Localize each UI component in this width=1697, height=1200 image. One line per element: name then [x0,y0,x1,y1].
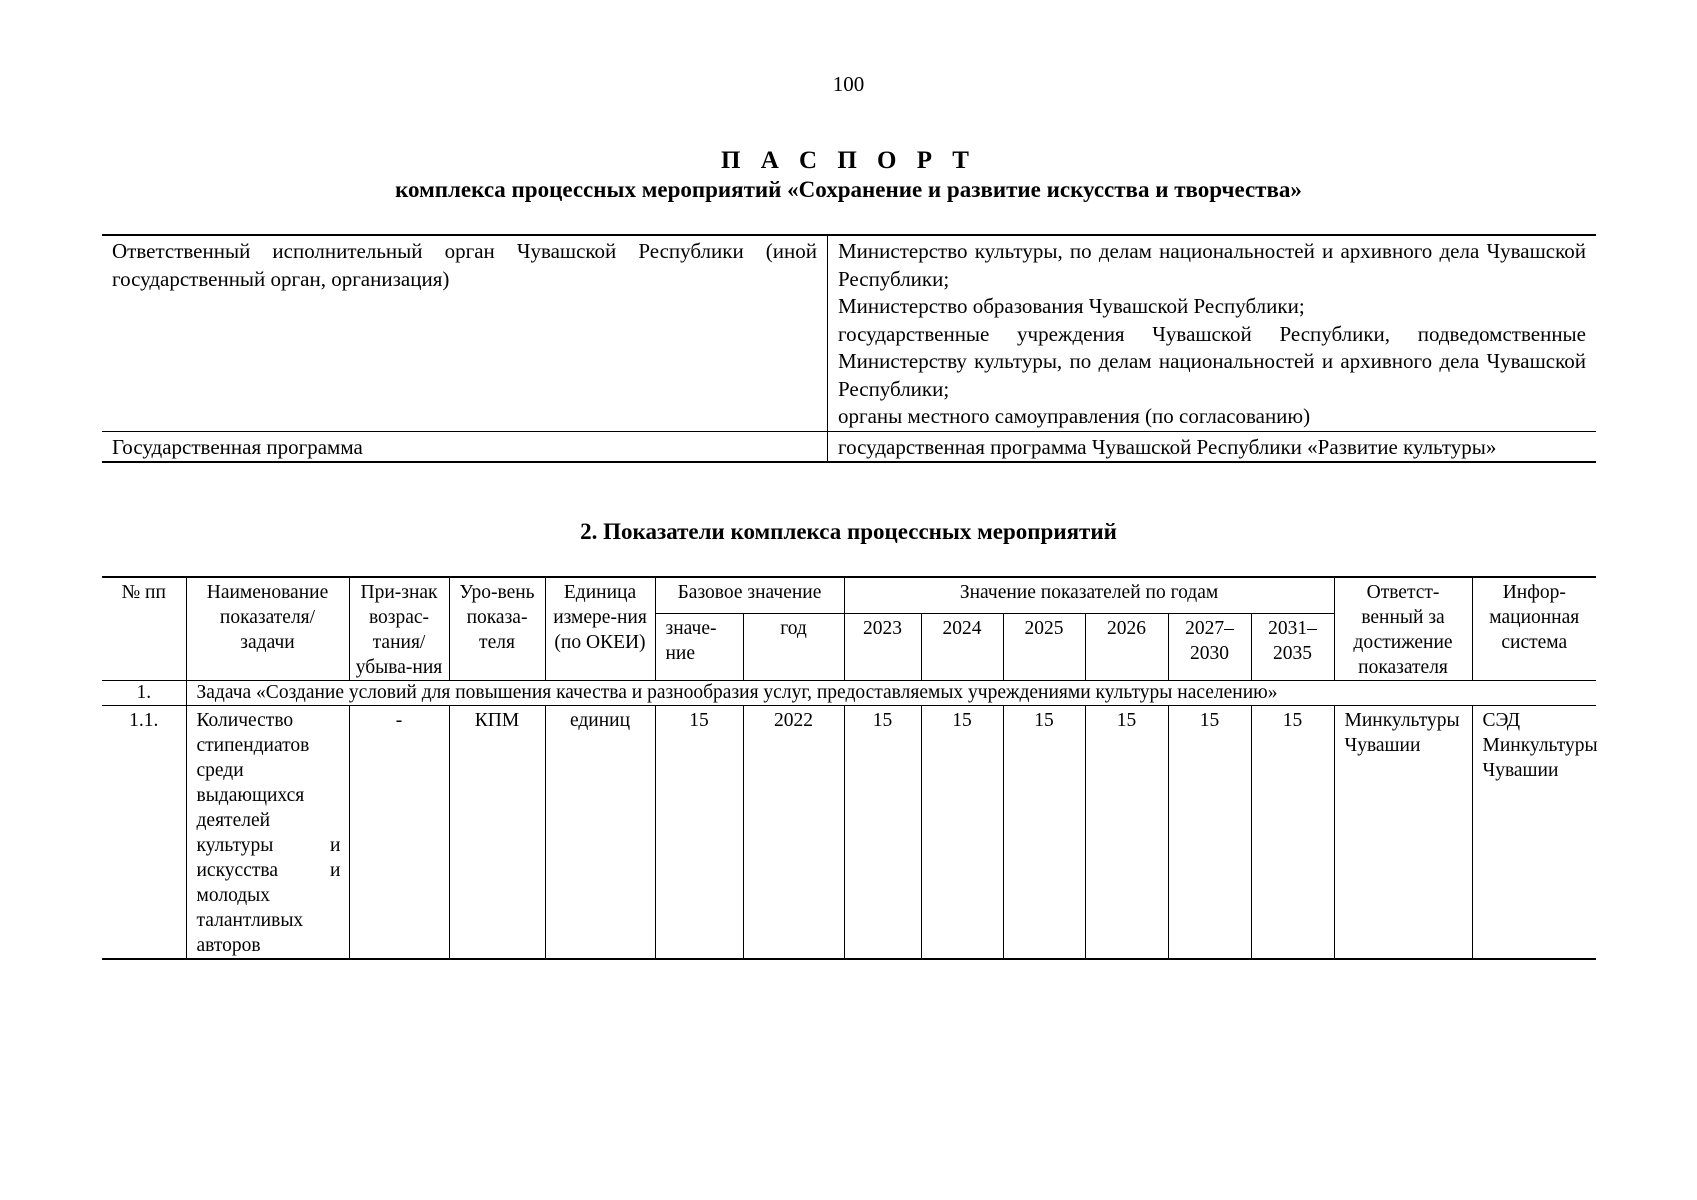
col-header-num: № пп [102,577,186,681]
document-subtitle: комплекса процессных мероприятий «Сохранение и развитие искусства и творчества» [395,177,1302,202]
table-row [102,706,1596,960]
document-title: П А С П О Р Т [721,147,976,174]
base-value: 15 [655,706,743,960]
passport-value-line: органы местного самоуправления (по согласованию) [838,404,1311,428]
row-num: 1.1. [102,706,186,960]
passport-value-line: государственные учреждения Чувашской Республики, подведомственные Министерству культуры, по делам национальностей и архивного дела Чувашской Республики; [838,321,1586,401]
task-num: 1. [102,681,186,706]
indicators-table [102,576,1596,960]
passport-row [102,431,1596,462]
year-value: 15 [1003,706,1085,960]
col-header-sign: При-знак возрас-тания/ убыва-ния [349,577,449,681]
passport-label: Ответственный исполнительный орган Чувашской Республики (иной государственный орган, организация) [102,235,828,431]
page-number: 100 [832,72,865,96]
year-value: 15 [921,706,1003,960]
col-header-base-value: значе-ние [655,613,743,680]
header-row [102,577,1596,613]
indicator-sign: - [349,706,449,960]
col-header-info-system: Инфор-мационная система [1472,577,1596,681]
base-year: 2022 [743,706,844,960]
col-header-year: 2025 [1003,613,1085,680]
col-header-base-year: год [743,613,844,680]
col-header-unit: Единица измере-ния (по ОКЕИ) [545,577,655,681]
year-value: 15 [1085,706,1168,960]
task-text: Задача «Создание условий для повышения качества и разнообразия услуг, предоставляемых учреждениями культуры населению» [186,681,1596,706]
indicator-level: КПМ [449,706,545,960]
passport-table [102,234,1596,463]
col-header-years-group: Значение показателей по годам [844,577,1334,613]
col-header-year: 2026 [1085,613,1168,680]
passport-value-line: государственная программа Чувашской Республики «Развитие культуры» [838,434,1497,459]
info-system: СЭД Минкультуры Чувашии [1472,706,1596,960]
passport-value-line: Министерство образования Чувашской Республики; [838,294,1305,318]
task-row [102,681,1596,706]
passport-label: Государственная программа [102,431,828,462]
indicator-unit: единиц [545,706,655,960]
passport-value [828,431,1597,462]
col-header-base: Базовое значение [655,577,844,613]
section-title: 2. Показатели комплекса процессных мероприятий [580,519,1117,544]
year-value: 15 [844,706,921,960]
responsible: Минкультуры Чувашии [1334,706,1472,960]
col-header-name: Наименование показателя/ задачи [186,577,349,681]
indicator-name: Количество стипендиатов среди выдающихся деятелей культуры и искусства и молодых талантливых авторов [186,706,349,960]
col-header-year: 2024 [921,613,1003,680]
col-header-level: Уро-вень показа-теля [449,577,545,681]
year-value: 15 [1168,706,1251,960]
col-header-year: 2023 [844,613,921,680]
passport-value-line: Министерство культуры, по делам национальностей и архивного дела Чувашской Республики; [838,239,1586,291]
passport-value [828,235,1597,431]
year-value: 15 [1251,706,1334,960]
col-header-year: 2027–2030 [1168,613,1251,680]
passport-row [102,235,1596,431]
col-header-responsible: Ответст-венный за достижение показателя [1334,577,1472,681]
col-header-year: 2031–2035 [1251,613,1334,680]
